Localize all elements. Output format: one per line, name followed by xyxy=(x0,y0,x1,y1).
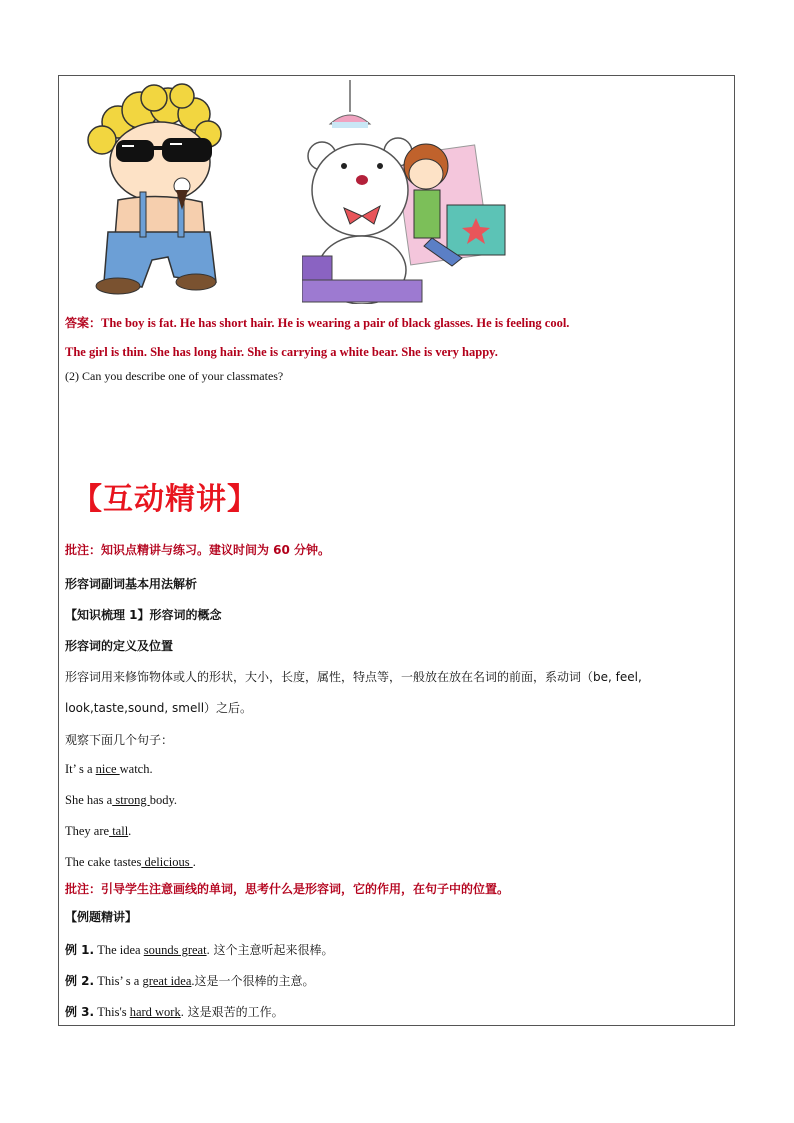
underlined-adjective: delicious xyxy=(141,855,193,869)
answer-line-1 xyxy=(65,314,569,331)
examples-label: 【例题精讲】 xyxy=(65,910,138,924)
answer-text-1: The boy is fat. He has short hair. He is wearing a pair of black glasses. He is feeling cool. xyxy=(101,316,570,330)
definition-text-2: look,taste,sound, smell）之后。 xyxy=(65,701,253,715)
underlined-adjective: strong xyxy=(112,793,150,807)
example-1: 例 1. The idea sounds great. 这个主意听起来很棒。 xyxy=(65,943,334,957)
definition-text-1: 形容词用来修饰物体或人的形状，大小，长度，属性，特点等，一般放在放在名词的前面，系动词（be, feel, xyxy=(65,670,642,684)
observe-text: 观察下面几个句子： xyxy=(65,733,174,747)
topic-heading: 形容词副词基本用法解析 xyxy=(65,577,198,591)
knowledge-label: 【知识梳理 1】形容词的概念 xyxy=(65,608,222,622)
boy-cartoon-image xyxy=(78,82,228,297)
sentence-4: The cake tastes delicious . xyxy=(65,855,196,869)
note-1: 批注：知识点精讲与练习。建议时间为 60 分钟。 xyxy=(65,543,331,557)
definition-heading: 形容词的定义及位置 xyxy=(65,639,174,653)
sentence-3: They are tall. xyxy=(65,824,132,838)
answer-line-2: The girl is thin. She has long hair. She is carrying a white bear. She is very happy. xyxy=(65,345,498,359)
girl-with-bear-image xyxy=(302,80,510,304)
section-title: 【互动精讲】 xyxy=(72,482,258,517)
example-2: 例 2. This’ s a great idea.这是一个很棒的主意。 xyxy=(65,974,315,988)
example-3: 例 3. This's hard work. 这是艰苦的工作。 xyxy=(65,1005,284,1019)
sentence-2: She has a strong body. xyxy=(65,793,178,807)
question-2: (2) Can you describe one of your classmates? xyxy=(65,369,284,383)
note-2: 批注：引导学生注意画线的单词，思考什么是形容词，它的作用，在句子中的位置。 xyxy=(65,882,510,896)
underlined-adjective: tall xyxy=(109,824,129,838)
sentence-1: It’ s a nice watch. xyxy=(65,762,153,776)
underlined-adjective: nice xyxy=(95,762,120,776)
answer-prefix: 答案： xyxy=(65,316,102,330)
